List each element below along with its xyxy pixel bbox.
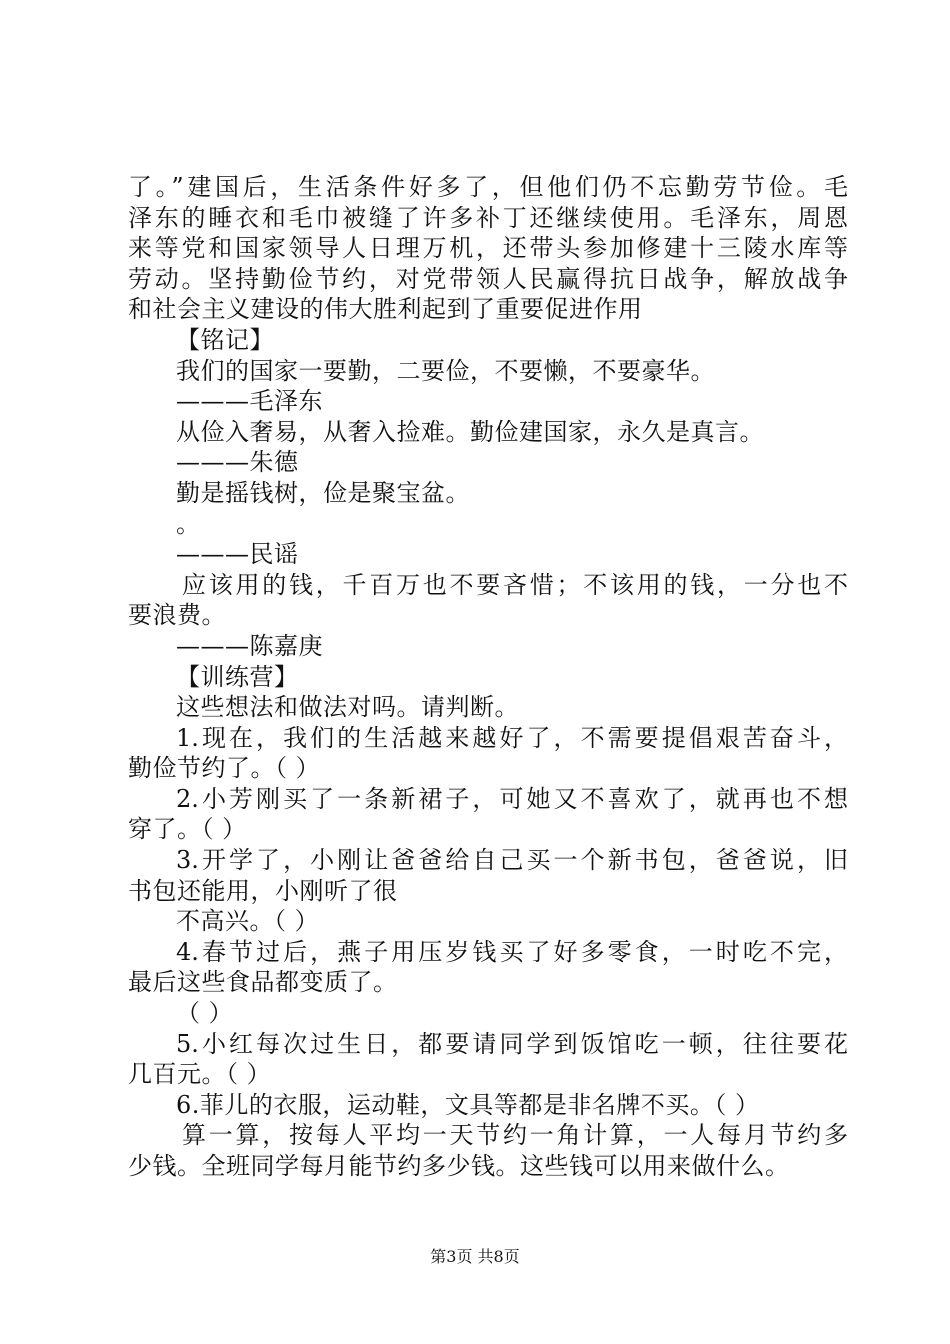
page-number: 第3页 共8页 (430, 1247, 520, 1266)
quote-line: 从俭入奢易，从奢入捡难。勤俭建国家，永久是真言。 (176, 417, 764, 446)
quote-attribution: ———民谣 (176, 540, 299, 569)
section-heading-xunlianying: 【训练营】 (176, 662, 299, 691)
paragraph-line: 来等党和国家领导人日理万机，还带头参加修建十三陵水库等 (128, 234, 848, 263)
quote-attribution: ———毛泽东 (176, 387, 323, 416)
section-heading-mingji: 【铭记】 (176, 325, 274, 354)
quote-line: 我们的国家一要勤，二要俭，不要懒，不要豪华。 (176, 356, 715, 385)
exercise-item: 2.小芳刚买了一条新裙子，可她又不喜欢了，就再也不想 (176, 784, 848, 813)
exercise-item: 穿了。（ ） (128, 815, 247, 844)
exercise-item: 几百元。（ ） (128, 1060, 272, 1089)
document-body (128, 172, 848, 1182)
paragraph-line: 泽东的睡衣和毛巾被缝了许多补丁还继续使用。毛泽东，周恩 (128, 203, 848, 232)
quote-line: 要浪费。 (128, 601, 226, 630)
exercise-item: 1.现在，我们的生活越来越好了，不需要提倡艰苦奋斗， (176, 723, 848, 752)
quote-attribution: ———朱德 (176, 448, 299, 477)
exercise-item: 勤俭节约了。（ ） (128, 754, 321, 783)
quote-attribution: ———陈嘉庚 (176, 631, 323, 660)
paragraph-line: 劳动。坚持勤俭节约，对党带领人民赢得抗日战争，解放战争 (128, 264, 848, 293)
exercise-item: 书包还能用，小刚听了很 (128, 876, 398, 905)
quote-line: 勤是摇钱树，俭是聚宝盆。 (176, 478, 470, 507)
exercise-instruction: 这些想法和做法对吗。请判断。 (176, 693, 519, 722)
exercise-item: 3.开学了，小刚让爸爸给自己买一个新书包，爸爸说，旧 (176, 846, 848, 875)
paragraph-line: 和社会主义建设的伟大胜利起到了重要促进作用 (128, 295, 643, 324)
exercise-item: 6.菲儿的衣服，运动鞋，文具等都是非名牌不买。（ ） (176, 1090, 760, 1119)
exercise-item: 最后这些食品都变质了。 (128, 968, 398, 997)
exercise-item: 算一算，按每人平均一天节约一角计算，一人每月节约多 (182, 1121, 848, 1150)
exercise-item: 少钱。全班同学每月能节约多少钱。这些钱可以用来做什么。 (128, 1152, 790, 1180)
quote-line: 应该用的钱，千百万也不要吝惜；不该用的钱，一分也不 (182, 570, 848, 599)
exercise-item: 5.小红每次过生日，都要请同学到饭馆吃一顿，往往要花 (176, 1029, 848, 1058)
exercise-item: 4.春节过后，燕子用压岁钱买了好多零食，一时吃不完， (176, 937, 848, 966)
paragraph-line: 了。”建国后，生活条件好多了，但他们仍不忘勤劳节俭。毛 (128, 173, 848, 201)
exercise-item: （ ） (176, 999, 234, 1028)
exercise-item: 不高兴。（ ） (176, 907, 320, 936)
quote-line: 。 (176, 509, 201, 538)
